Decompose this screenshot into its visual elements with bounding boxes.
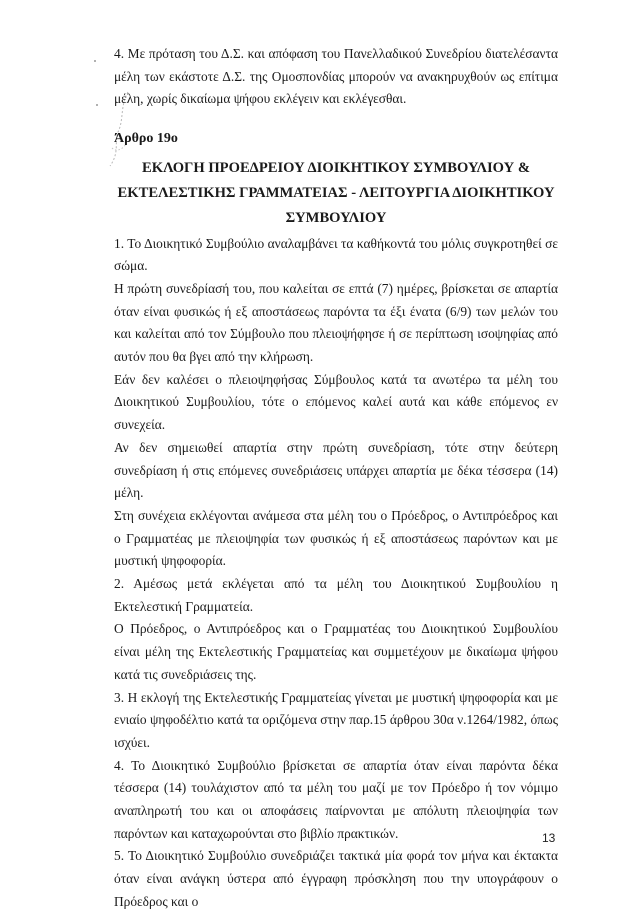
article-number: Άρθρο 19ο: [114, 131, 178, 147]
paragraph: Η πρώτη συνεδρίασή του, που καλείται σε επτά (7) ημέρες, βρίσκεται σε απαρτία όταν είναι φυσικώς ή εξ αποστάσεως παρόντα τα έξι ένατα (6/9) των μελών του και καλείται από τον Σύμβουλο που πλειοψήφησε ή σε περίπτωση ισοψηφίας από αυτόν που θα βγει από την κλήρωση.: [114, 280, 558, 365]
article-title: ΕΚΛΟΓΗ ΠΡΟΕΔΡΕΙΟΥ ΔΙΟΙΚΗΤΙΚΟΥ ΣΥΜΒΟΥΛΙΟΥ & ΕΚΤΕΛΕΣΤΙΚΗΣ ΓΡΑΜΜΑΤΕΙΑΣ - ΛΕΙΤΟΥΡΓΙΑ ΔΙΟΙΚΗΤΙΚΟΥ ΣΥΜΒΟΥΛΙΟΥ: [117, 160, 555, 226]
paragraph: 4. Το Διοικητικό Συμβούλιο βρίσκεται σε απαρτία όταν είναι παρόντα δέκα τέσσερα (14) τουλάχιστον από τα μέλη του μαζί με τον Πρόεδρο ή τον νόμιμο αναπληρωτή του και οι αποφάσεις παίρνονται με απόλυτη πλειοψηφία των παρόντων και καταχωρούνται στο βιβλίο πρακτικών.: [114, 757, 558, 841]
paragraph: 3. Η εκλογή της Εκτελεστικής Γραμματείας γίνεται με μυστική ψηφοφορία και με ενιαίο ψηφοδέλτιο κατά τα οριζόμενα στην παρ.15 άρθρου 30α ν.1264/1982, όπως ισχύει.: [114, 689, 559, 750]
paragraph: 2. Αμέσως μετά εκλέγεται από τα μέλη του Διοικητικού Συμβουλίου η Εκτελεστική Γραμματεία.: [114, 576, 558, 614]
page-number: 13: [542, 831, 556, 845]
paragraph: 4. Με πρόταση του Δ.Σ. και απόφαση του Πανελλαδικού Συνεδρίου διατελέσαντα μέλη των εκάστοτε Δ.Σ. της Ομοσπονδίας μπορούν να ανακηρυχθούν ως επίτιμα μέλη, χωρίς δικαίωμα ψήφου εκλέγειν και εκλέγεσθαι.: [114, 46, 558, 107]
paragraph: 1. Το Διοικητικό Συμβούλιο αναλαμβάνει τα καθήκοντά του μόλις συγκροτηθεί σε σώμα.: [114, 235, 558, 274]
speck-mark: [94, 60, 96, 62]
paragraph: Ο Πρόεδρος, ο Αντιπρόεδρος και ο Γραμματέας του Διοικητικού Συμβουλίου είναι μέλη της Εκτελεστικής Γραμματείας και συμμετέχουν με δικαίωμα ψήφου κατά τις συνεδριάσεις της.: [114, 621, 558, 682]
paragraph: Αν δεν σημειωθεί απαρτία στην πρώτη συνεδρίαση, τότε στην δεύτερη συνεδρίαση ή στις επόμενες συνεδριάσεις υπάρχει απαρτία με δέκα τέσσερα (14) μέλη.: [114, 439, 558, 501]
paragraph: Στη συνέχεια εκλέγονται ανάμεσα στα μέλη του ο Πρόεδρος, ο Αντιπρόεδρος και ο Γραμματέας με πλειοψηφία των φυσικώς ή εξ αποστάσεως παρόντων και με μυστική ψηφοφορία.: [114, 507, 558, 569]
paragraph: 5. Το Διοικητικό Συμβούλιο συνεδριάζει τακτικά μία φορά τον μήνα και έκτακτα όταν είναι ανάγκη ύστερα από έγγραφη πρόσκληση που την υπογράφουν ο Πρόεδρος και ο: [114, 848, 558, 909]
paragraph: Εάν δεν καλέσει ο πλειοψηφήσας Σύμβουλος κατά τα ανωτέρω τα μέλη του Διοικητικού Συμβουλίου, τότε ο επόμενος καλεί αυτά και κάθε επόμενος εν συνεχεία.: [114, 371, 558, 433]
speck-mark: [96, 104, 98, 106]
document-body: [114, 43, 558, 914]
